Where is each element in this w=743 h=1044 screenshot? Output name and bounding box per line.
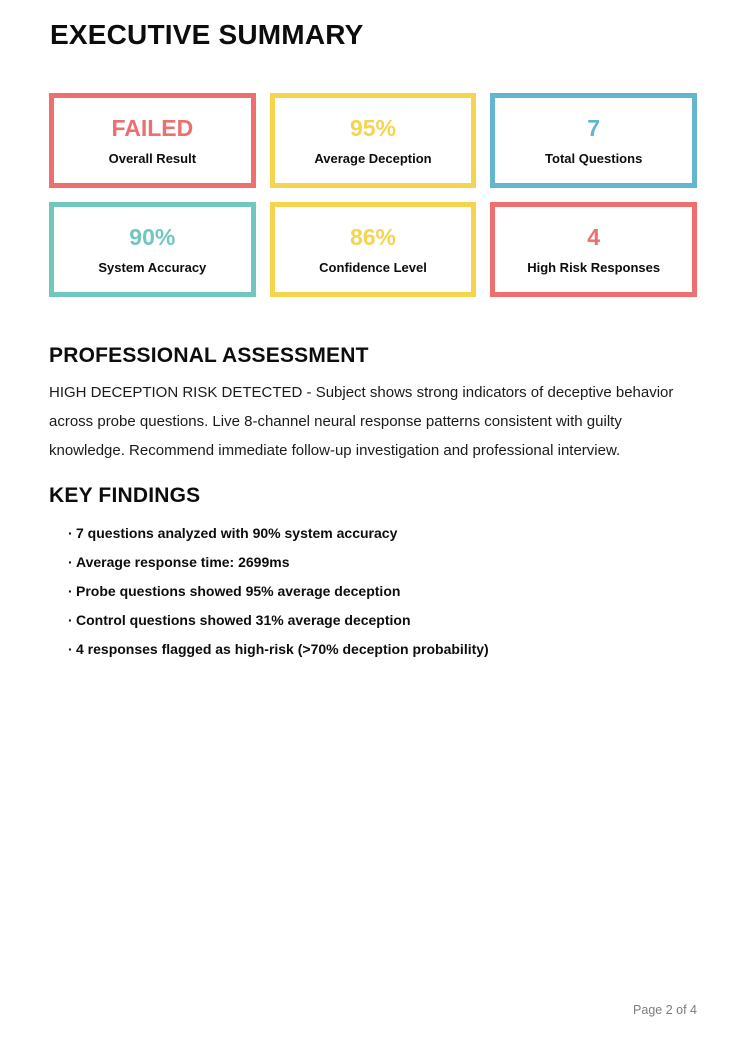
section-professional-assessment	[49, 345, 697, 465]
stat-value: 7	[587, 114, 601, 141]
key-finding-item	[68, 606, 697, 635]
stat-card-confidence-level	[270, 202, 477, 297]
bullet-icon: ·	[68, 641, 73, 657]
key-finding-text: 7 questions analyzed with 90% system accuracy	[76, 525, 398, 541]
stat-label: Total Questions	[545, 150, 643, 166]
key-finding-item	[68, 635, 697, 664]
stat-label: System Accuracy	[98, 259, 207, 275]
bullet-icon: ·	[68, 612, 73, 628]
stat-card-high-risk-responses	[490, 202, 697, 297]
professional-assessment-body: HIGH DECEPTION RISK DETECTED - Subject shows strong indicators of deceptive behavior across probe questions. Live 8-channel neural response patterns consistent with guilty knowledge. Recommend immediate follow-up investigation and professional interview.	[49, 384, 674, 459]
key-finding-text: Control questions showed 31% average deception	[76, 612, 411, 628]
stat-value: 86%	[349, 223, 397, 250]
key-finding-item	[68, 548, 697, 577]
page-title: EXECUTIVE SUMMARY	[50, 19, 364, 50]
key-findings-list	[49, 519, 697, 664]
stat-value: FAILED	[111, 114, 194, 141]
stat-card-system-accuracy	[49, 202, 256, 297]
stat-card-overall-result	[49, 93, 256, 188]
stat-value: 95%	[349, 114, 397, 141]
key-finding-text: Average response time: 2699ms	[76, 554, 290, 570]
stat-label: High Risk Responses	[527, 259, 661, 275]
professional-assessment-heading: PROFESSIONAL ASSESSMENT	[49, 344, 369, 367]
key-findings-heading: KEY FINDINGS	[49, 484, 201, 507]
stat-card-average-deception	[270, 93, 477, 188]
stat-value: 4	[587, 223, 601, 250]
summary-cards-grid	[49, 93, 697, 297]
page-number: Page 2 of 4	[633, 1003, 697, 1017]
bullet-icon: ·	[68, 554, 73, 570]
stat-card-total-questions	[490, 93, 697, 188]
section-key-findings	[49, 485, 697, 664]
bullet-icon: ·	[68, 525, 73, 541]
stat-value: 90%	[129, 223, 176, 250]
key-finding-item	[68, 519, 697, 548]
stat-label: Overall Result	[108, 150, 197, 166]
key-finding-text: 4 responses flagged as high-risk (>70% deception probability)	[76, 641, 489, 657]
stat-label: Confidence Level	[319, 259, 427, 275]
key-finding-item	[68, 577, 697, 606]
bullet-icon: ·	[68, 583, 73, 599]
key-finding-text: Probe questions showed 95% average deception	[76, 583, 401, 599]
stat-label: Average Deception	[314, 150, 432, 166]
